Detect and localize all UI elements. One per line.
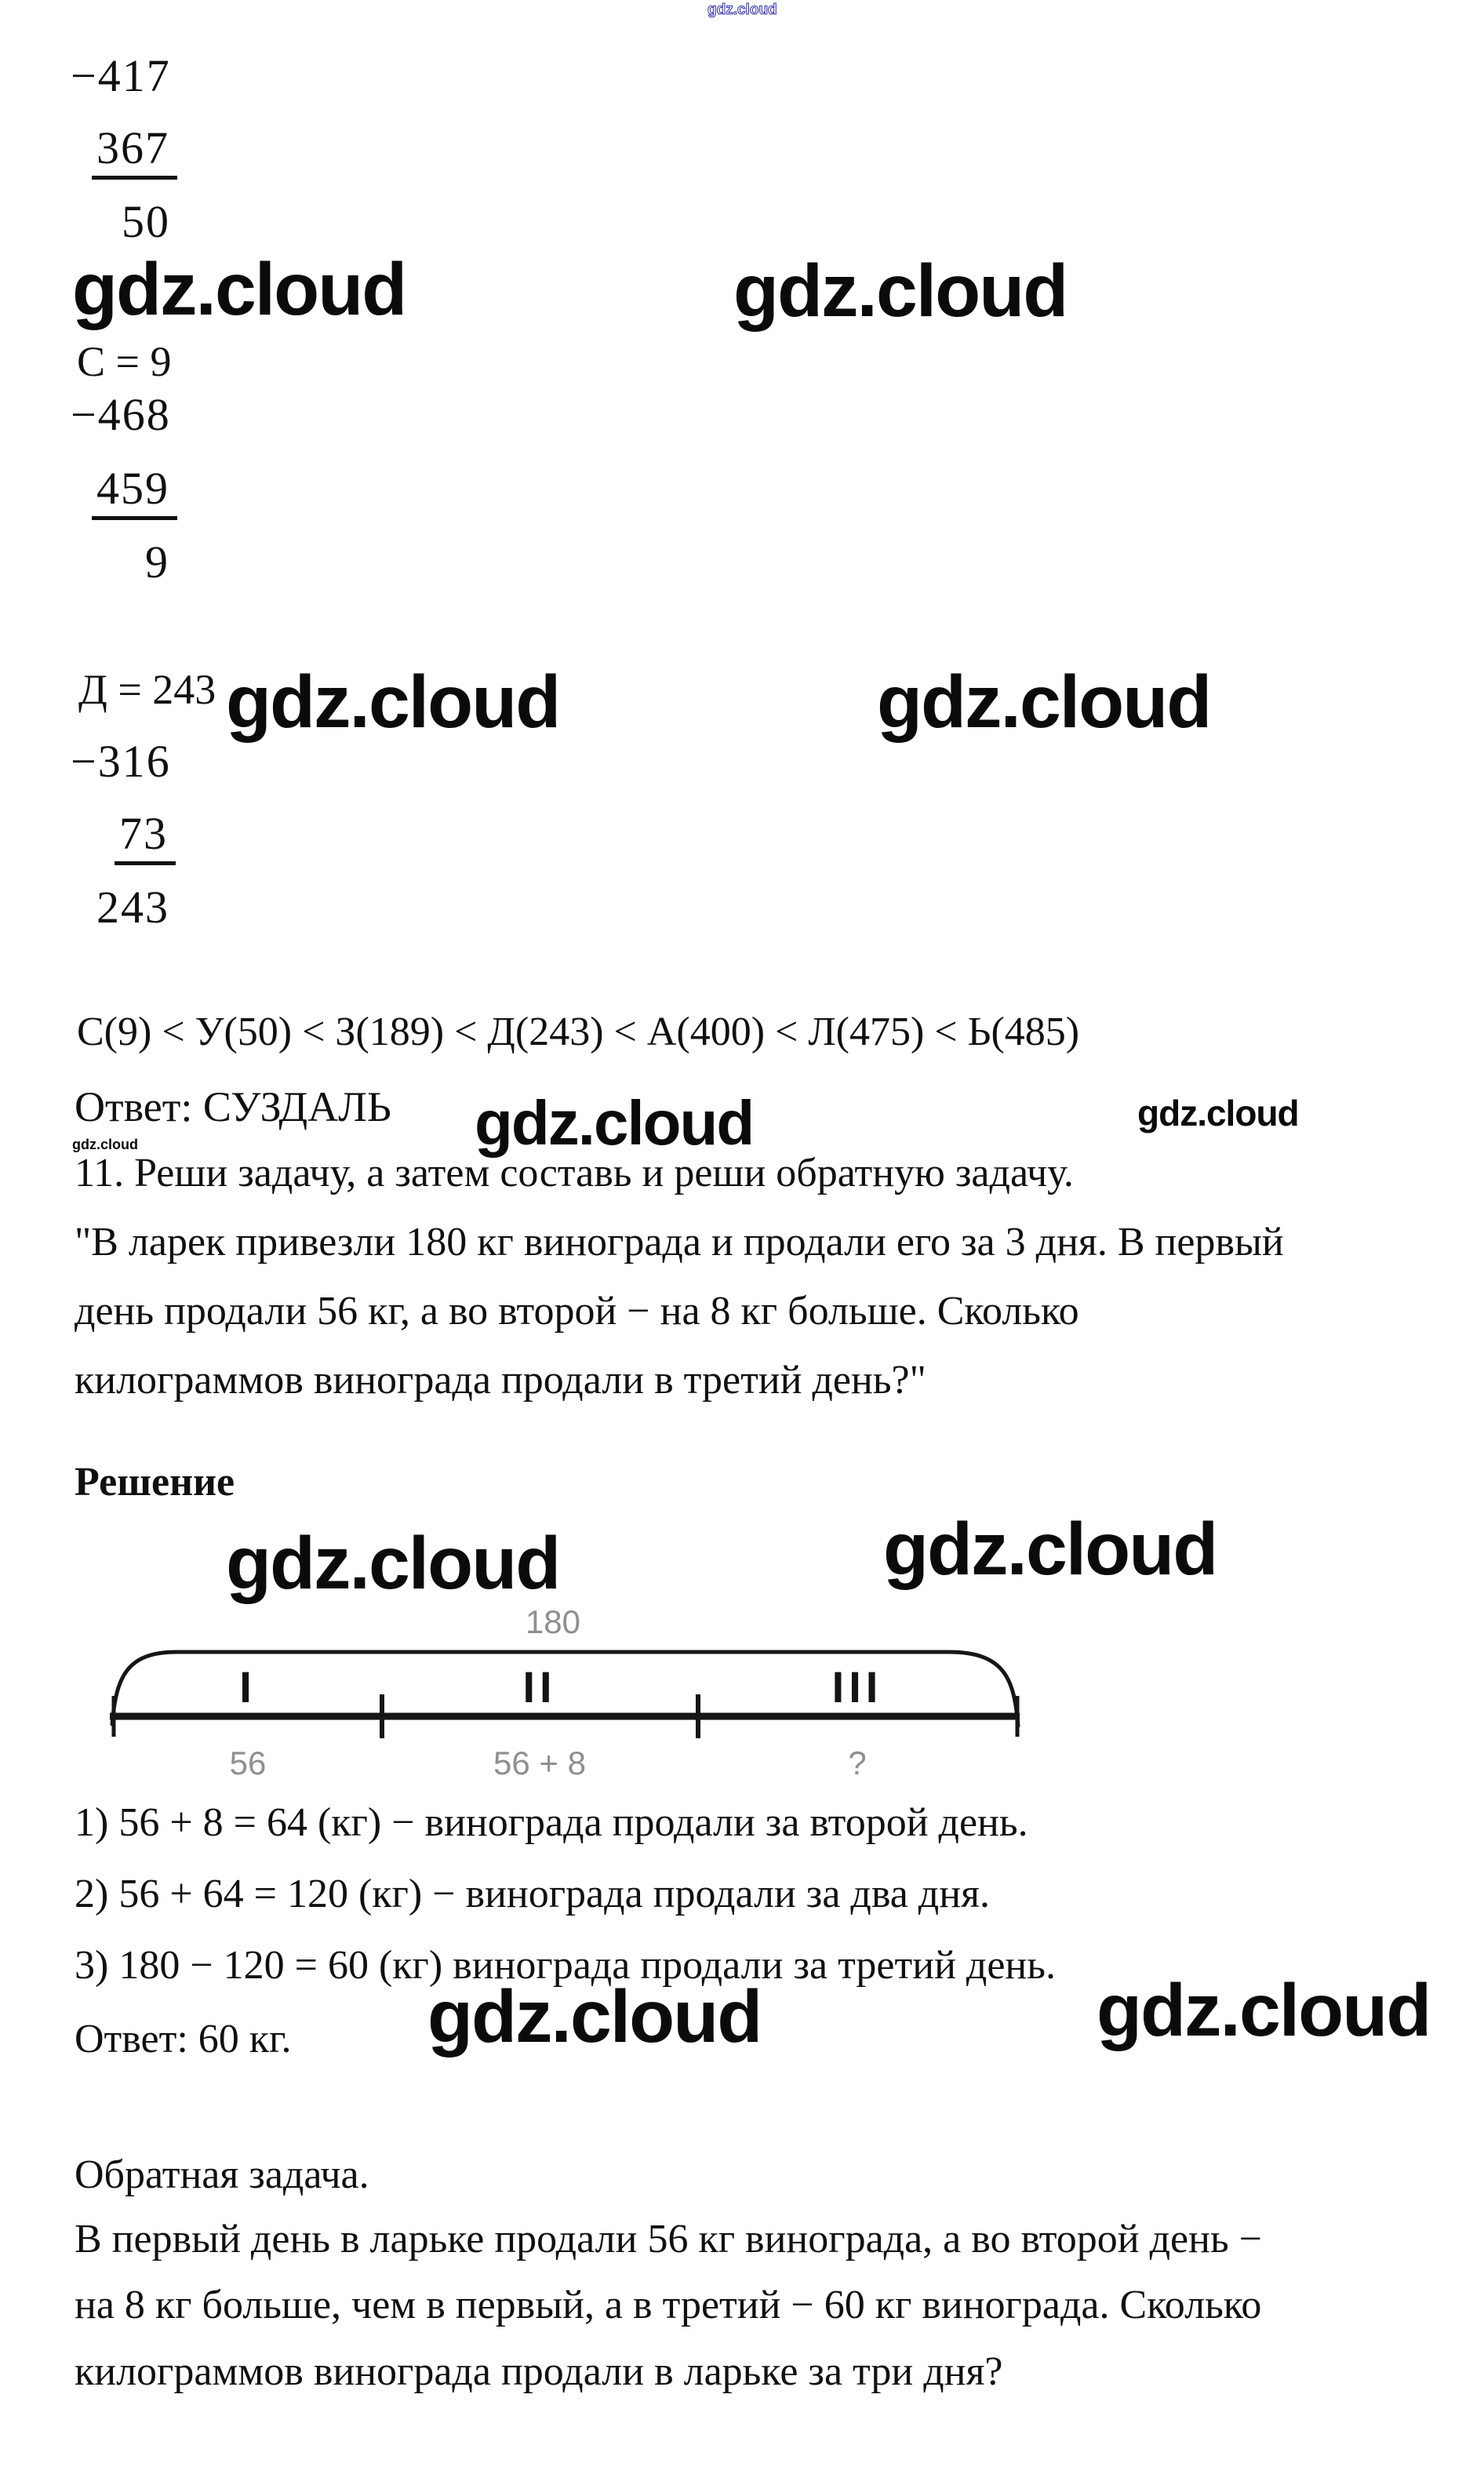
watermark-tiny-left: gdz.cloud — [72, 1137, 138, 1152]
diagram-segment3-numeral: III — [831, 1662, 883, 1712]
watermark-row1-left: gdz.cloud — [72, 248, 406, 331]
value-c: С = 9 — [77, 338, 172, 385]
subtraction3-minuend: −316 — [71, 736, 171, 787]
watermark-row1-right: gdz.cloud — [733, 249, 1068, 333]
task11-heading: 11. Реши задачу, а затем составь и реши обратную задачу. — [75, 1151, 1074, 1195]
value-d: Д = 243 — [78, 666, 216, 713]
diagram-segment2-numeral: II — [522, 1662, 557, 1712]
diagram-part1-label: 56 — [229, 1745, 267, 1781]
subtraction3-result: 243 — [96, 882, 169, 933]
watermark-answer-center: gdz.cloud — [427, 1975, 762, 2058]
solution-step-3: 3) 180 − 120 = 60 (кг) винограда продали за третий день. — [75, 1943, 1056, 1988]
subtraction1-minuend: −417 — [71, 50, 171, 101]
diagram-total-label: 180 — [525, 1603, 581, 1640]
watermark-solution-right: gdz.cloud — [883, 1508, 1217, 1591]
watermark-solution-left: gdz.cloud — [226, 1522, 560, 1605]
watermark-row2-left: gdz.cloud — [226, 660, 560, 744]
inverse-task-line1: В первый день в ларьке продали 56 кг винограда, а во второй день − — [75, 2217, 1262, 2261]
task11-problem-line1: "В ларек привезли 180 кг винограда и продали его за 3 дня. В первый — [75, 1220, 1284, 1264]
inverse-task-title: Обратная задача. — [75, 2152, 369, 2197]
answer-60kg: Ответ: 60 кг. — [75, 2017, 292, 2061]
subtraction3-subtrahend: 73 — [115, 810, 176, 865]
comparison-line: С(9) < У(50) < З(189) < Д(243) < А(400) < Л(475) < Ь(485) — [77, 1010, 1080, 1054]
subtraction1-subtrahend: 367 — [92, 124, 177, 180]
subtraction1-result: 50 — [122, 196, 170, 247]
diagram-part2-label: 56 + 8 — [493, 1745, 586, 1781]
watermark-top-blue: gdz.cloud — [707, 2, 777, 18]
subtraction2-result: 9 — [145, 537, 169, 588]
watermark-suzdal-center: gdz.cloud — [475, 1088, 754, 1158]
subtraction2-minuend: −468 — [71, 389, 171, 440]
segment-diagram — [47, 1585, 1082, 1788]
diagram-part3-label: ? — [848, 1745, 867, 1781]
subtraction2-subtrahend: 459 — [92, 464, 177, 520]
task11-problem-line3: килограммов винограда продали в третий день?" — [75, 1358, 926, 1403]
watermark-answer-right: gdz.cloud — [1097, 1969, 1431, 2052]
solution-step-2: 2) 56 + 64 = 120 (кг) − винограда продали за два дня. — [75, 1872, 991, 1916]
inverse-task-line3: килограммов винограда продали в ларьке за три дня? — [75, 2349, 1003, 2394]
watermark-row2-right: gdz.cloud — [877, 660, 1211, 744]
diagram-segment1-numeral: I — [239, 1662, 256, 1712]
solution-step-1: 1) 56 + 8 = 64 (кг) − винограда продали за второй день. — [75, 1800, 1028, 1845]
task11-problem-line2: день продали 56 кг, а во второй − на 8 кг больше. Сколько — [75, 1289, 1079, 1334]
solution-label: Решение — [75, 1460, 235, 1505]
watermark-suzdal-right: gdz.cloud — [1137, 1093, 1299, 1133]
inverse-task-line2: на 8 кг больше, чем в первый, а в третий − 60 кг винограда. Сколько — [75, 2283, 1262, 2327]
answer-suzdal: Ответ: СУЗДАЛЬ — [75, 1083, 391, 1130]
